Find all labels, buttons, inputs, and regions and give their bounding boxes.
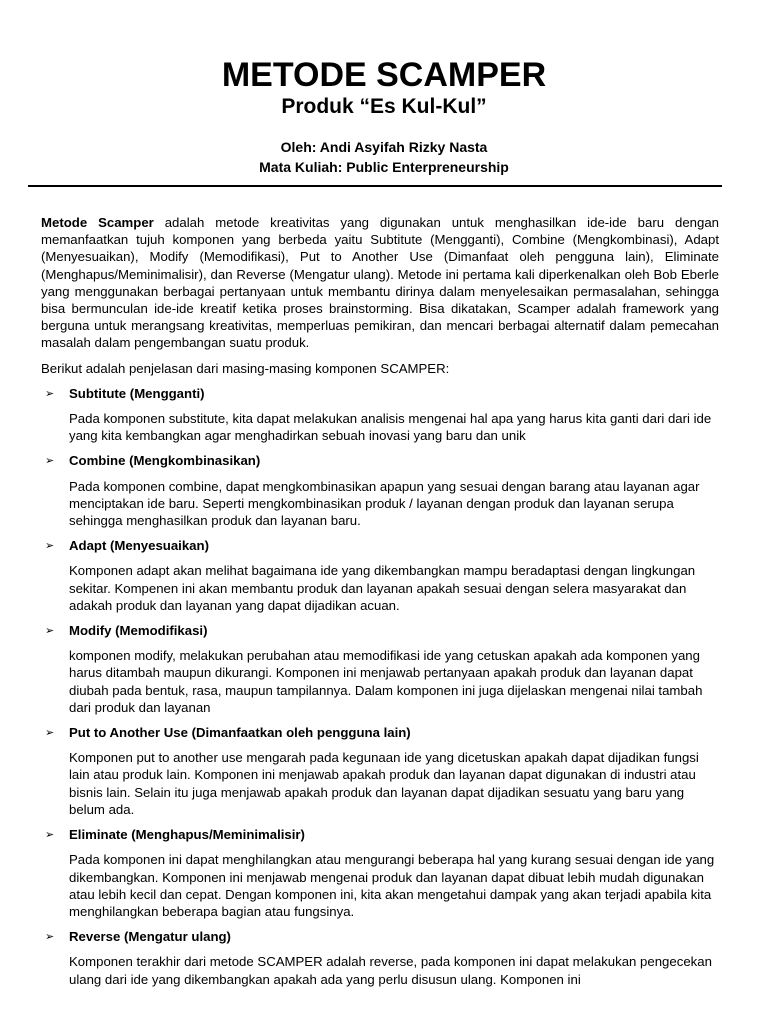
list-item — [41, 537, 719, 614]
document-subtitle: Produk “Es Kul-Kul” — [281, 95, 487, 118]
list-item — [41, 928, 719, 988]
document-body — [41, 214, 719, 988]
component-description: Pada komponen combine, dapat mengkombinasikan apapun yang sesuai dengan barang atau layanan agar menciptakan ide baru. Seperti mengkombinasikan produk / layanan dengan produk dan layanan serupa sehingga menghasilkan produk dan layanan baru. — [69, 478, 700, 529]
components-lead: Berikut adalah penjelasan dari masing-masing komponen SCAMPER: — [41, 360, 450, 376]
header-divider — [28, 185, 722, 187]
intro-paragraph — [41, 214, 719, 352]
document-title: METODE SCAMPER — [221, 56, 547, 94]
component-heading-text: Eliminate (Menghapus/Meminimalisir) — [69, 827, 305, 843]
component-heading — [41, 452, 719, 469]
component-description: komponen modify, melakukan perubahan atau memodifikasi ide yang cetuskan apakah ada komponen yang harus ditambah maupun dikurangi. Komponen ini menjawab pertanyaan apakah produk dan layanan dapat diubah pada bentuk, rasa, maupun tampilannya. Dalam komponen ini juga dijelaskan mengenai nilai tambah dari produk dan layanan — [69, 648, 703, 715]
component-heading — [41, 928, 719, 945]
arrow-bullet-icon: ➢ — [45, 930, 55, 944]
component-description: Komponen put to another use mengarah pada kegunaan ide yang dicetuskan apakah dapat dijadikan fungsi lain atau produk lain. Komponen ini menjawab apakah produk dan layanan dapat digunakan di industri atau bisnis lain. Selain itu juga menjawab apakah produk dan layanan dapat dijadikan sesuatu yang baru yang belum ada. — [69, 750, 699, 817]
component-heading-text: Reverse (Mengatur ulang) — [69, 929, 231, 945]
list-item — [41, 452, 719, 529]
arrow-bullet-icon: ➢ — [45, 539, 55, 553]
component-heading-text: Modify (Memodifikasi) — [69, 623, 208, 639]
component-heading-text: Put to Another Use (Dimanfaatkan oleh pengguna lain) — [69, 725, 411, 741]
component-description: Komponen adapt akan melihat bagaimana ide yang dikembangkan mampu beradaptasi dengan lingkungan sekitar. Kompenen ini akan membantu produk dan layanan apakah sesuai dengan selera masyarakat dan adakah produk dan layanan yang dapat dijadikan acuan. — [69, 563, 696, 613]
component-heading-text: Subtitute (Mengganti) — [69, 385, 205, 401]
component-heading — [41, 622, 719, 639]
component-heading — [41, 724, 719, 741]
component-heading-text: Combine (Mengkombinasikan) — [69, 453, 261, 469]
component-description: Pada komponen ini dapat menghilangkan atau mengurangi beberapa hal yang kurang sesuai dengan ide yang dikembangkan. Komponen ini menjawab mengenai produk dan layanan dapat dibuat lebih mudah digunakan atau lebih kecil dan cepat. Dengan komponen ini, kita akan mengetahui dampak yang akan terjadi apabila kita menghilangkan beberapa bagian atau fungsinya. — [69, 852, 715, 919]
list-item — [41, 385, 719, 445]
component-heading — [41, 826, 719, 843]
list-item — [41, 724, 719, 818]
list-item — [41, 826, 719, 920]
arrow-bullet-icon: ➢ — [45, 828, 55, 842]
intro-term: Metode Scamper — [41, 215, 154, 230]
list-item — [41, 622, 719, 716]
arrow-bullet-icon: ➢ — [45, 624, 55, 638]
component-heading-text: Adapt (Menyesuaikan) — [69, 538, 209, 554]
component-list — [41, 385, 719, 988]
component-description: Komponen terakhir dari metode SCAMPER adalah reverse, pada komponen ini dapat melakukan pengecekan ulang dari ide yang dikembangkan apakah ada yang perlu disusun ulang. Komponen ini — [69, 954, 712, 987]
course-line: Mata Kuliah: Public Enterpreneurship — [259, 159, 509, 175]
intro-text: adalah metode kreativitas yang digunakan untuk menghasilkan ide-ide baru dengan memanfaatkan tujuh komponen yang berbeda yaitu Subtitute (Mengganti), Combine (Mengkombinasi), Adapt (Menyesuaikan), Modify (Memodifikasi), Put to Another Use (Dimanfaat oleh pengguna lain), Eliminate (Menghapus/Meminimalisir), dan Reverse (Mengatur ulang). Metode ini pertama kali diperkenalkan oleh Bob Eberle yang menggunakan berbagai pertanyaan untuk membantu dirinya dalam menyelesaikan permasalahan, sehingga bisa bermunculan ide-ide kreatif ketika proses brainstorming. Bisa dikatakan, Scamper adalah framework yang berguna untuk merangsang kreativitas, memperluas pemikiran, dan mencari berbagai alternatif dalam pemecahan masalah dalam pengembangan suatu produk. — [41, 215, 719, 351]
arrow-bullet-icon: ➢ — [45, 454, 55, 468]
component-heading — [41, 537, 719, 554]
component-description: Pada komponen substitute, kita dapat melakukan analisis mengenai hal apa yang harus kita ganti dari dari ide yang kita kembangkan agar menghadirkan sebuah inovasi yang baru dan unik — [69, 411, 712, 444]
component-heading — [41, 385, 719, 402]
arrow-bullet-icon: ➢ — [45, 726, 55, 740]
arrow-bullet-icon: ➢ — [45, 386, 55, 400]
author-line: Oleh: Andi Asyifah Rizky Nasta — [280, 139, 488, 155]
